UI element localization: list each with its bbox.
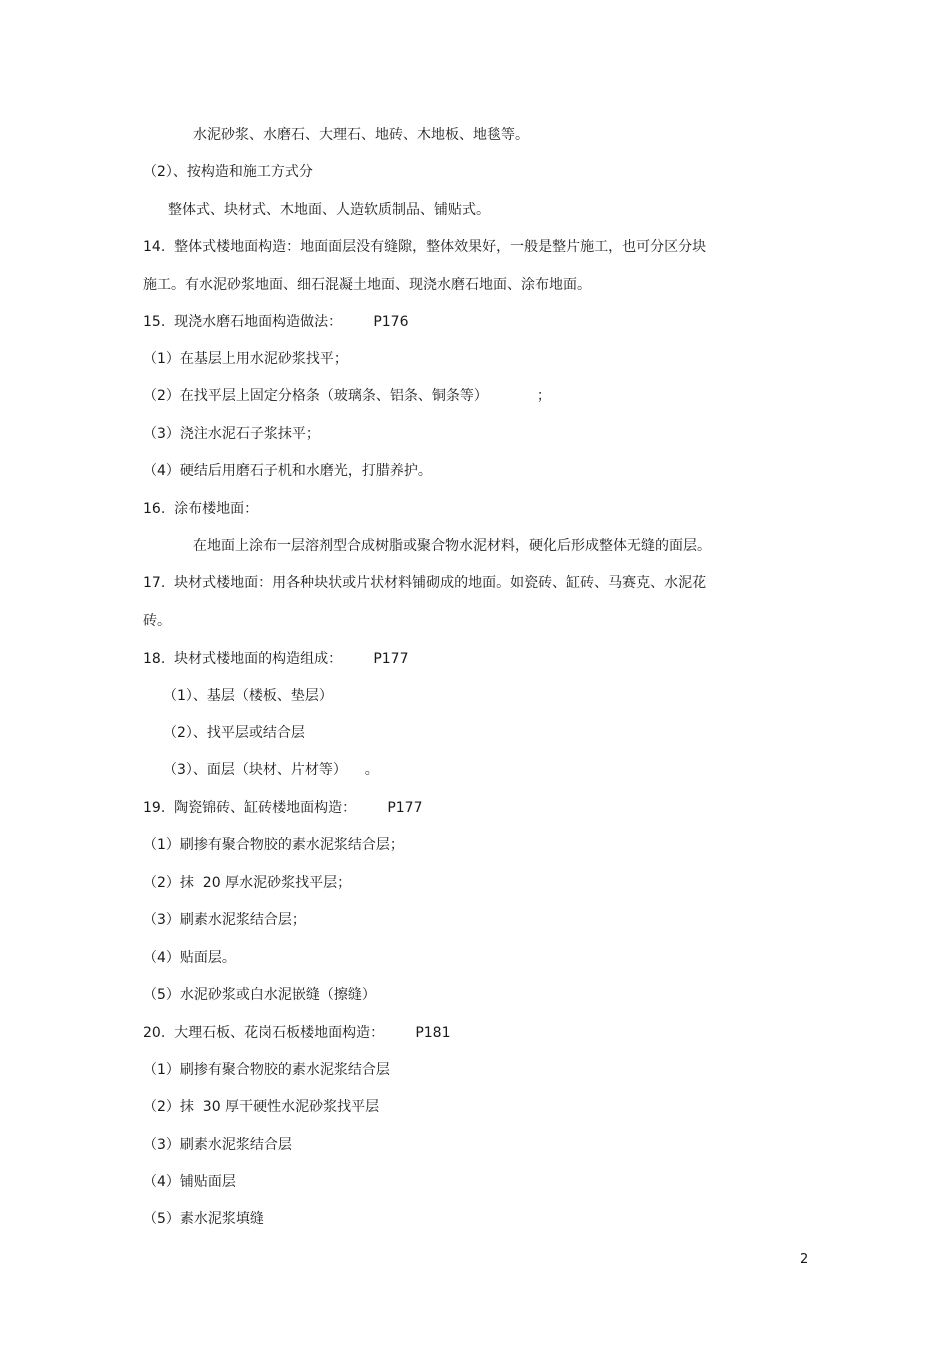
text-line: （4）贴面层。 (143, 950, 236, 966)
text-line: 17. 块材式楼地面：用各种块状或片状材料铺砌成的地面。如瓷砖、缸砖、马赛克、水泥花 (143, 575, 707, 591)
text-line: 整体式、块材式、木地面、人造软质制品、铺贴式。 (168, 202, 490, 218)
text-line: （4）硬结后用磨石子机和水磨光，打腊养护。 (143, 463, 432, 479)
text-line: 在地面上涂布一层溶剂型合成树脂或聚合物水泥材料，硬化后形成整体无缝的面层。 (193, 538, 711, 554)
text-line: （3）刷素水泥浆结合层； (143, 912, 306, 928)
text-line: 14. 整体式楼地面构造：地面面层没有缝隙，整体效果好，一般是整片施工，也可分区分块 (143, 239, 707, 255)
text-line: 砖。 (143, 613, 171, 629)
text-line: （5）水泥砂浆或白水泥嵌缝（擦缝） (143, 987, 376, 1003)
text-line: （2）抹 20 厚水泥砂浆找平层； (143, 875, 352, 891)
text-line: （2）抹 30 厚干硬性水泥砂浆找平层 (143, 1099, 380, 1115)
text-line: （3）刷素水泥浆结合层 (143, 1137, 292, 1153)
text-line: （2）、按构造和施工方式分 (143, 164, 313, 180)
text-line: （3）浇注水泥石子浆抹平； (143, 426, 320, 442)
text-line: （1）刷掺有聚合物胶的素水泥浆结合层； (143, 837, 404, 853)
text-line: （4）铺贴面层 (143, 1174, 236, 1190)
text-line: 20. 大理石板、花岗石板楼地面构造： P181 (143, 1025, 451, 1041)
text-line: （3）、面层（块材、片材等） 。 (163, 762, 379, 778)
text-line: （1）在基层上用水泥砂浆找平； (143, 351, 348, 367)
text-line: 15. 现浇水磨石地面构造做法： P176 (143, 314, 409, 330)
text-line: 18. 块材式楼地面的构造组成： P177 (143, 651, 409, 667)
text-line: （1）、基层（楼板、垫层） (163, 688, 333, 704)
text-line: 19. 陶瓷锦砖、缸砖楼地面构造： P177 (143, 800, 423, 816)
text-line: 16. 涂布楼地面： (143, 501, 259, 517)
page-number: 2 (800, 1252, 809, 1267)
text-line: （2）、找平层或结合层 (163, 725, 305, 741)
text-line: 水泥砂浆、水磨石、大理石、地砖、木地板、地毯等。 (193, 127, 529, 143)
text-line: （5）素水泥浆填缝 (143, 1211, 264, 1227)
text-line: 施工。有水泥砂浆地面、细石混凝土地面、现浇水磨石地面、涂布地面。 (143, 277, 591, 293)
text-line: （2）在找平层上固定分格条（玻璃条、铝条、铜条等） ； (143, 388, 551, 404)
text-line: （1）刷掺有聚合物胶的素水泥浆结合层 (143, 1062, 390, 1078)
